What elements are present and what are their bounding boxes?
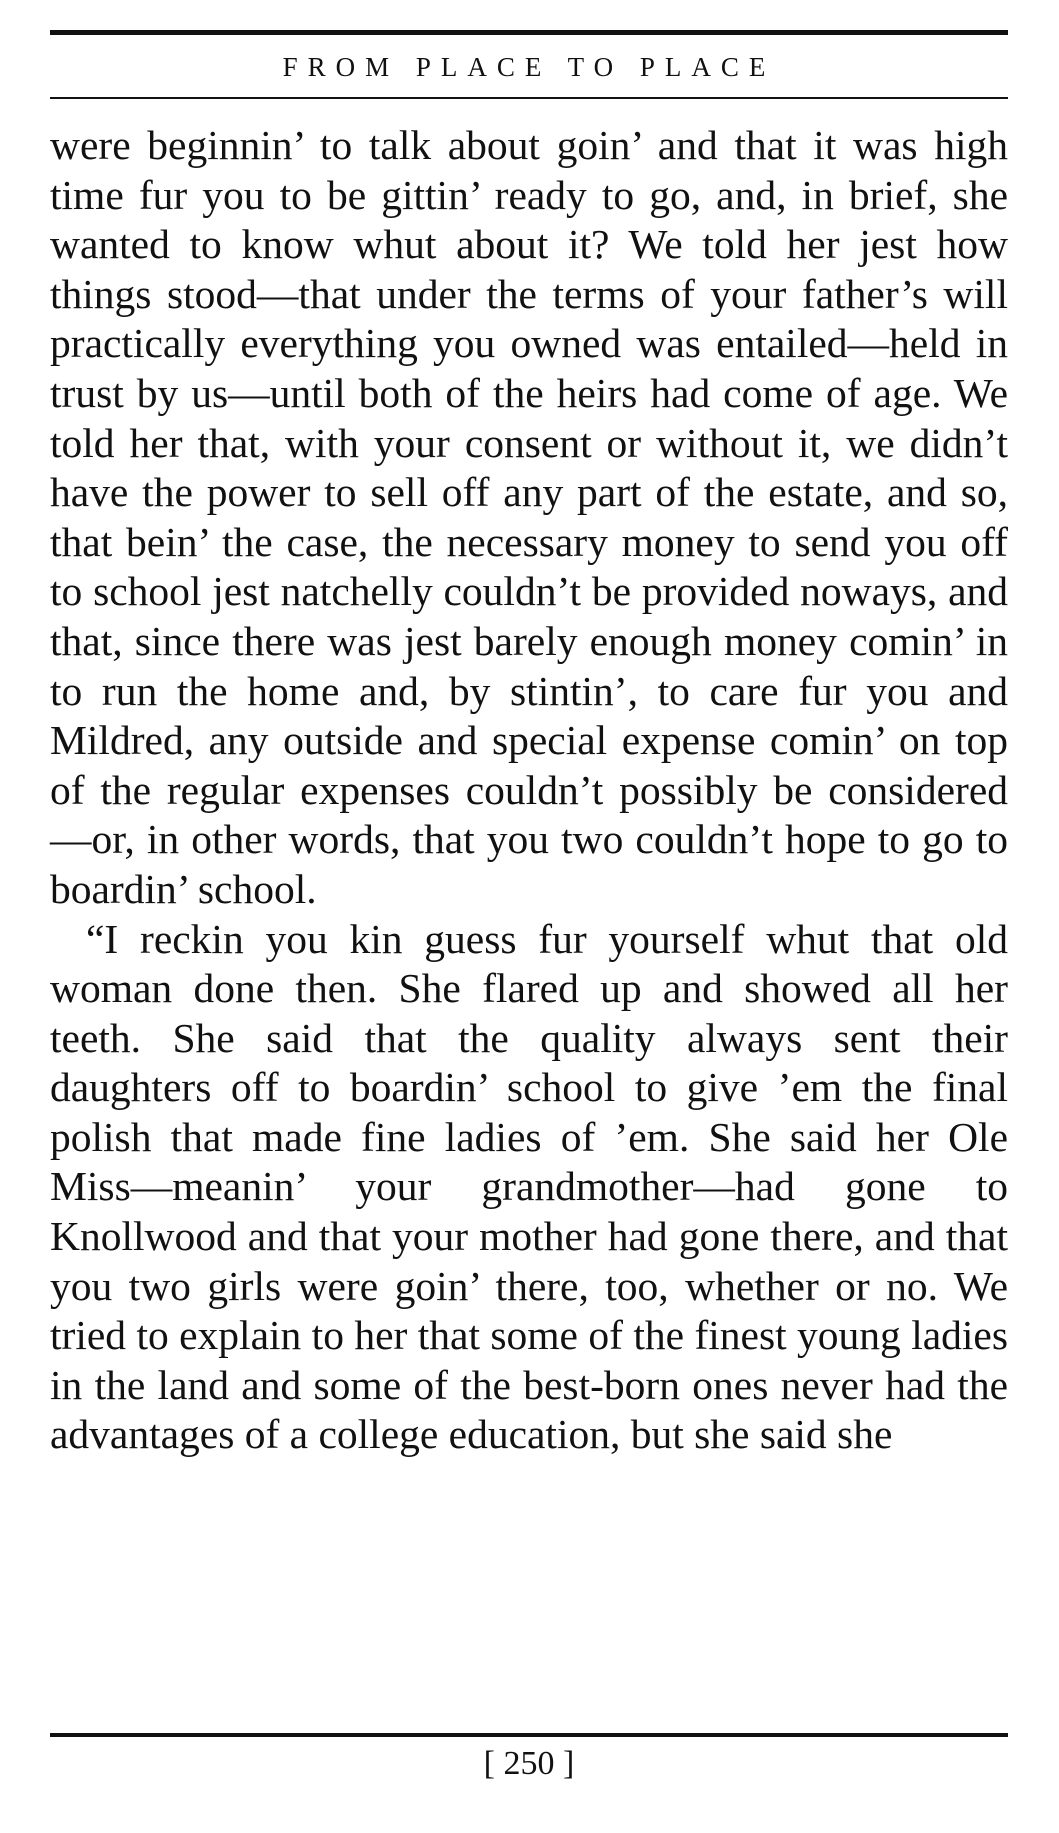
page-number: [ 250 ] <box>483 1745 575 1782</box>
running-head: FROM PLACE TO PLACE <box>282 52 776 82</box>
book-page <box>50 30 1008 1810</box>
header-rule-bottom <box>50 97 1008 99</box>
header-rule-top <box>50 30 1008 35</box>
paragraph: “I reckin you kin guess fur yourself whut that old woman done then. She flared up and showed all her teeth. She said that the quality always sent their daughters off to boardin’ school to give ’em the final polish that made fine ladies of ’em. She said her Ole Miss—meanin’ your grandmother—had gone to Knollwood and that your mother had gone there, and that you two girls were goin’ there, too, whether or no. We tried to explain to her that some of the finest young ladies in the land and some of the best-born ones never had the advantages of a college education, but she said she <box>50 915 1008 1458</box>
paragraph: were beginnin’ to talk about goin’ and that it was high time fur you to be gittin’ ready to go, and, in brief, she wanted to know whut about it? We told her jest how things stood—that under the terms of your father’s will practically everything you owned was entailed—held in trust by us—until both of the heirs had come of age. We told her that, with your consent or without it, we didn’t have the power to sell off any part of the estate, and so, that bein’ the case, the necessary money to send you off to school jest natchelly couldn’t be provided noways, and that, since there was jest barely enough money comin’ in to run the home and, by stintin’, to care fur you and Mildred, any outside and special expense comin’ on top of the regular expenses couldn’t possibly be considered—or, in other words, that you two couldn’t hope to go to boardin’ school. <box>50 122 1008 912</box>
footer-rule <box>50 1733 1008 1737</box>
body-text <box>50 121 1008 1460</box>
